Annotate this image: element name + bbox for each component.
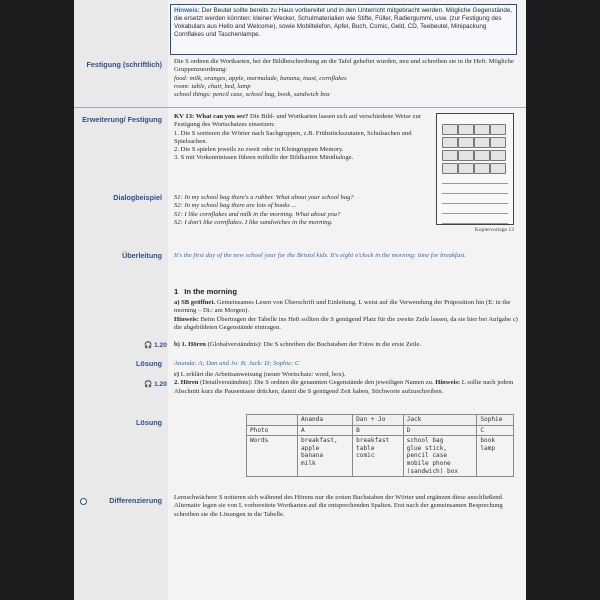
- ueberleitung-text: It's the first day of the new school year for the Bristol kids. It's eight o'clock in the morning: time for breakfast.: [174, 252, 467, 259]
- task-b: [174, 341, 520, 349]
- textbook-page: [74, 0, 526, 600]
- dialog-line-1: S1: In my school bag there's a rubber. What about your school bag?: [174, 194, 354, 201]
- kv-intro: Die Bild- und Wortkarten lassen sich auf verschiedene Weise zur Festigung des Wortschatzes einsetzen:: [174, 113, 421, 129]
- table-header-row: [247, 415, 514, 426]
- words-sophie: book lamp: [477, 436, 514, 477]
- header-ananda: Ananda: [298, 415, 353, 426]
- erweiterung-label: Erweiterung/ Festigung: [82, 115, 162, 124]
- audio-track-b: 🎧 1.20: [144, 342, 167, 349]
- table-row-photo: Photo A B D C: [247, 425, 514, 436]
- task-c: [174, 371, 520, 396]
- margin-column: [74, 0, 168, 600]
- dialog-line-3: S1: I like cornflakes and milk in the morning. What about you?: [174, 210, 341, 218]
- dialog-label: Dialogbeispiel: [113, 193, 162, 202]
- kv-item-2: 2. Die S spielen jeweils zu zweit oder in Kleingruppen Memory.: [174, 146, 344, 154]
- task-c-hint: L sollte nach jedem Abschnitt kurz die Pausentaste drücken, damit die S genügend Zeit haben, Stichworte aufzuschreiben.: [174, 379, 514, 395]
- dialog-line-4: S2: I don't like cornflakes. I like sandwiches in the morning.: [174, 218, 333, 226]
- section-number: 1: [174, 287, 179, 296]
- task-a-hint: Beim Übertragen der Tabelle ins Heft sollten die S genügend Platz für die zweite Zeile lassen, da sie hier bei Aufgabe c) die abgebildeten Gegenstände eintragen.: [174, 315, 518, 331]
- words-dan-jo: breakfast table comic: [353, 436, 404, 477]
- hint-box: [170, 4, 517, 55]
- solution-table: [246, 414, 514, 477]
- differenzierung-label: Differenzierung: [109, 496, 162, 505]
- hint-text: Der Beutel sollte bereits zu Haus vorbereitet und in den Unterricht mitgebracht werden. Mögliche Gegenstände, die ersetzt werden könnten: kleiner Wecker, Schulmaterialien wie Stifte, Füller, Radiergummi, usw. (zur Festigung des Vokabulars aus Hello and Welcome), sowie Mobiltelefon, Apfel, Buch, Comic, Geld, CD, Teebeutel, Minipackung Cornflakes und Taschenlampe.: [174, 7, 513, 38]
- header-dan-jo: Dan + Jo: [353, 415, 404, 426]
- ueberleitung-label: Überleitung: [122, 251, 162, 260]
- task-b-text: (Globalverständnis): Die S schreiben die Buchstaben der Fotos in die erste Zeile.: [207, 341, 422, 348]
- task-c-text-1: L erklärt die Arbeitsanweisung (neuer Wortschatz: word, box).: [180, 371, 346, 378]
- kv-title: KV 13: What can you see?: [174, 113, 249, 120]
- task-a-head: a) SB geöffnet.: [174, 299, 216, 306]
- festigung-text: Die S ordnen die Wortkarten, bei der Bildbeschreibung an die Tafel geheftet wurden, neu und schreiben sie in ihr Heft. Mögliche Gruppenzuordnung:: [174, 58, 514, 74]
- headphones-icon: 🎧: [144, 342, 153, 349]
- task-a-hint-label: Hinweis:: [174, 315, 199, 323]
- header-jack: Jack: [403, 415, 477, 426]
- festigung-line-room: room: table, chair, bed, lamp: [174, 82, 251, 90]
- worksheet-caption: Kopiervorlage 13: [474, 227, 514, 233]
- worksheet-word-lines: [442, 176, 508, 226]
- task-b-head: b) 1. Hören: [174, 341, 206, 348]
- section-title: In the morning: [184, 287, 237, 296]
- task-a-text: Gemeinsames Lesen von Überschrift und Einleitung. L weist auf die Verwendung der Präposition hin (E: in the morning – Dt.: am Morgen).: [174, 299, 511, 315]
- festigung-line-school: school things: pencil case, school bag, book, sandwich box: [174, 91, 330, 99]
- divider: [74, 107, 526, 108]
- dialog-line-2: S2: In my school bag there are lots of books ...: [174, 202, 297, 210]
- task-a: [174, 299, 520, 332]
- loesung-text-1: Ananda: A; Dan and Jo: B; Jack: D; Sophie: C: [174, 360, 300, 367]
- worksheet-picture-grid: [442, 124, 508, 174]
- differenzierung-text: Lernschwächere S notieren sich während des Hörens nur die ersten Buchstaben der Wörter und ergänzen diese anschließend. Alternativ legen sie von L vorbereitete Wortkarten auf die entsprechenden Spalten. Erst nach der gemeinsamen Besprechung schreiben sie die Lösungen in die Tabelle.: [174, 494, 504, 518]
- kv-item-1: 1. Die S sortieren die Wörter nach Sachgruppen, z.B. Frühstückszutaten, Schulsachen und Spielsachen.: [174, 129, 412, 145]
- task-c-head: c): [174, 371, 180, 378]
- worksheet-thumbnail: [436, 113, 514, 225]
- festigung-line-food: food: milk, oranges, apple, marmalade, banana, toast, cornflakes: [174, 74, 347, 82]
- festigung-label: Festigung (schriftlich): [86, 60, 162, 69]
- task-c-text-2: (Detailverständnis): Die S ordnen die genannten Gegenstände den jeweiligen Namen zu.: [200, 379, 434, 387]
- headphones-icon: 🎧: [144, 381, 153, 388]
- audio-track-c: 🎧 1.20: [144, 381, 167, 388]
- header-sophie: Sophie: [477, 415, 514, 426]
- words-ananda: breakfast, apple banana milk: [298, 436, 353, 477]
- loesung-label-2: Lösung: [136, 418, 162, 427]
- hint-label: Hinweis:: [174, 7, 200, 14]
- erweiterung-block: [174, 113, 429, 163]
- words-jack: school bag glue stick, pencil case mobile phone (sandwich) box: [403, 436, 477, 477]
- dialog-block: [174, 194, 429, 227]
- section-heading: [174, 287, 237, 296]
- task-c-head-2: 2. Hören: [174, 379, 199, 387]
- festigung-block: [174, 58, 520, 99]
- kv-item-3: 3. S mit Vorkenntnissen führen mithilfe der Bildkarten Minidialoge.: [174, 154, 354, 162]
- task-c-hint-label: Hinweis:: [435, 379, 461, 387]
- table-row-words: Words breakfast, apple banana milk breakfast table comic school bag glue stick, pencil case mobile phone (sandwich) box book lamp: [247, 436, 514, 477]
- loesung-label-1: Lösung: [136, 359, 162, 368]
